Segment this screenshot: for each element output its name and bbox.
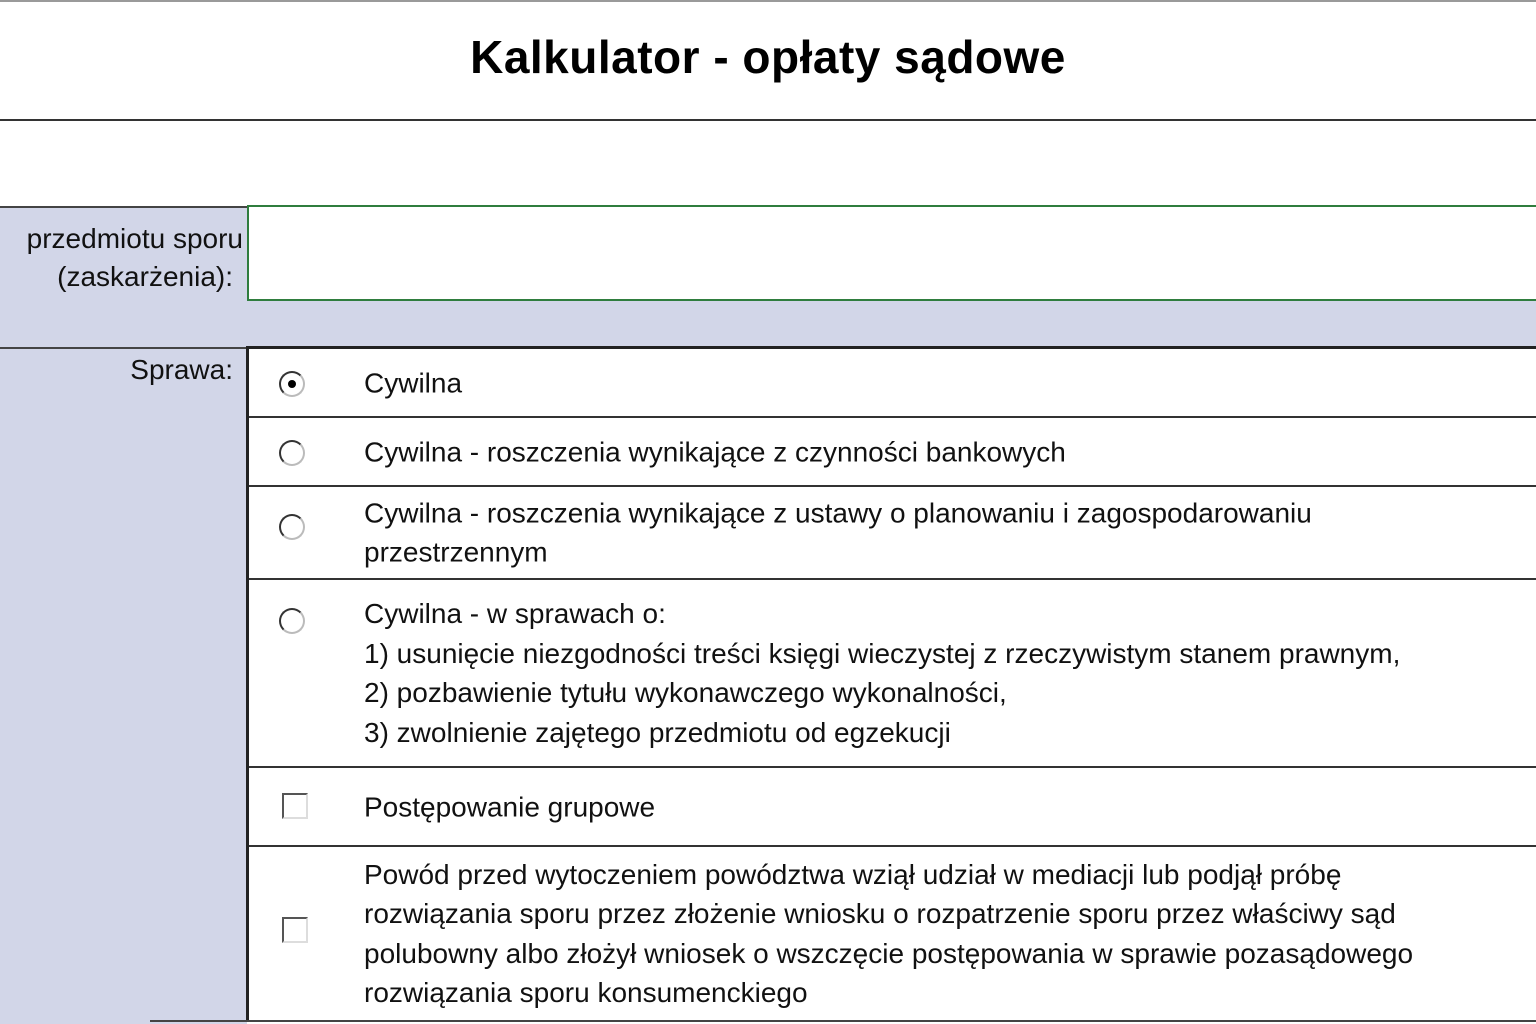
option-mediation[interactable] xyxy=(249,847,1536,1022)
bottom-divider xyxy=(150,1020,1536,1022)
top-border xyxy=(0,0,1536,2)
radio-civil-banking[interactable] xyxy=(279,440,305,466)
option-civil-spatial-planning-label: Cywilna - roszczenia wynikające z ustawy o planowaniu i zagospodarowaniu przestrzennym xyxy=(364,497,1312,568)
value-field-label xyxy=(27,220,243,296)
option-civil-banking[interactable] xyxy=(249,418,1536,487)
radio-civil-spatial-planning[interactable] xyxy=(279,514,305,540)
option-group-proceedings[interactable] xyxy=(249,768,1536,847)
title-divider xyxy=(0,119,1536,121)
case-options xyxy=(246,346,1536,1022)
option-civil[interactable] xyxy=(249,349,1536,418)
value-field-label-cell xyxy=(0,206,247,303)
value-field-label-line2: (zaskarżenia): xyxy=(57,261,233,292)
option-mediation-label: Powód przed wytoczeniem powództwa wziął udział w mediacji lub podjął próbę rozwiązania sporu przez złożenie wniosku o rozpatrzenie sporu przez właściwy sąd polubowny albo złożył wniosek o wszczęcie postępowania w sprawie pozasądowego rozwiązania sporu konsumenckiego xyxy=(364,858,1414,1008)
checkbox-group-proceedings[interactable] xyxy=(282,793,308,819)
option-civil-spatial-planning[interactable] xyxy=(249,487,1536,580)
separator-band xyxy=(0,301,1536,347)
case-label: Sprawa: xyxy=(130,354,233,385)
option-civil-label: Cywilna xyxy=(364,366,463,398)
radio-civil[interactable] xyxy=(279,371,305,397)
value-field-label-line1: przedmiotu sporu xyxy=(26,223,243,254)
radio-civil-special-matters[interactable] xyxy=(279,608,305,634)
option-group-proceedings-label: Postępowanie grupowe xyxy=(364,790,656,822)
option-civil-banking-label: Cywilna - roszczenia wynikające z czynności bankowych xyxy=(364,435,1066,467)
option-civil-special-matters[interactable] xyxy=(249,580,1536,768)
dispute-value-input[interactable] xyxy=(247,205,1536,301)
case-label-cell xyxy=(0,347,247,1024)
checkbox-mediation[interactable] xyxy=(282,917,308,943)
page-title: Kalkulator - opłaty sądowe xyxy=(470,31,1066,83)
option-civil-special-matters-label: Cywilna - w sprawach o: 1) usunięcie niezgodności treści księgi wieczystej z rzeczywistym stanem prawnym, 2) pozbawienie tytułu wykonawczego wykonalności, 3) zwolnienie zajętego przedmiotu od egzekucji xyxy=(364,598,1401,748)
